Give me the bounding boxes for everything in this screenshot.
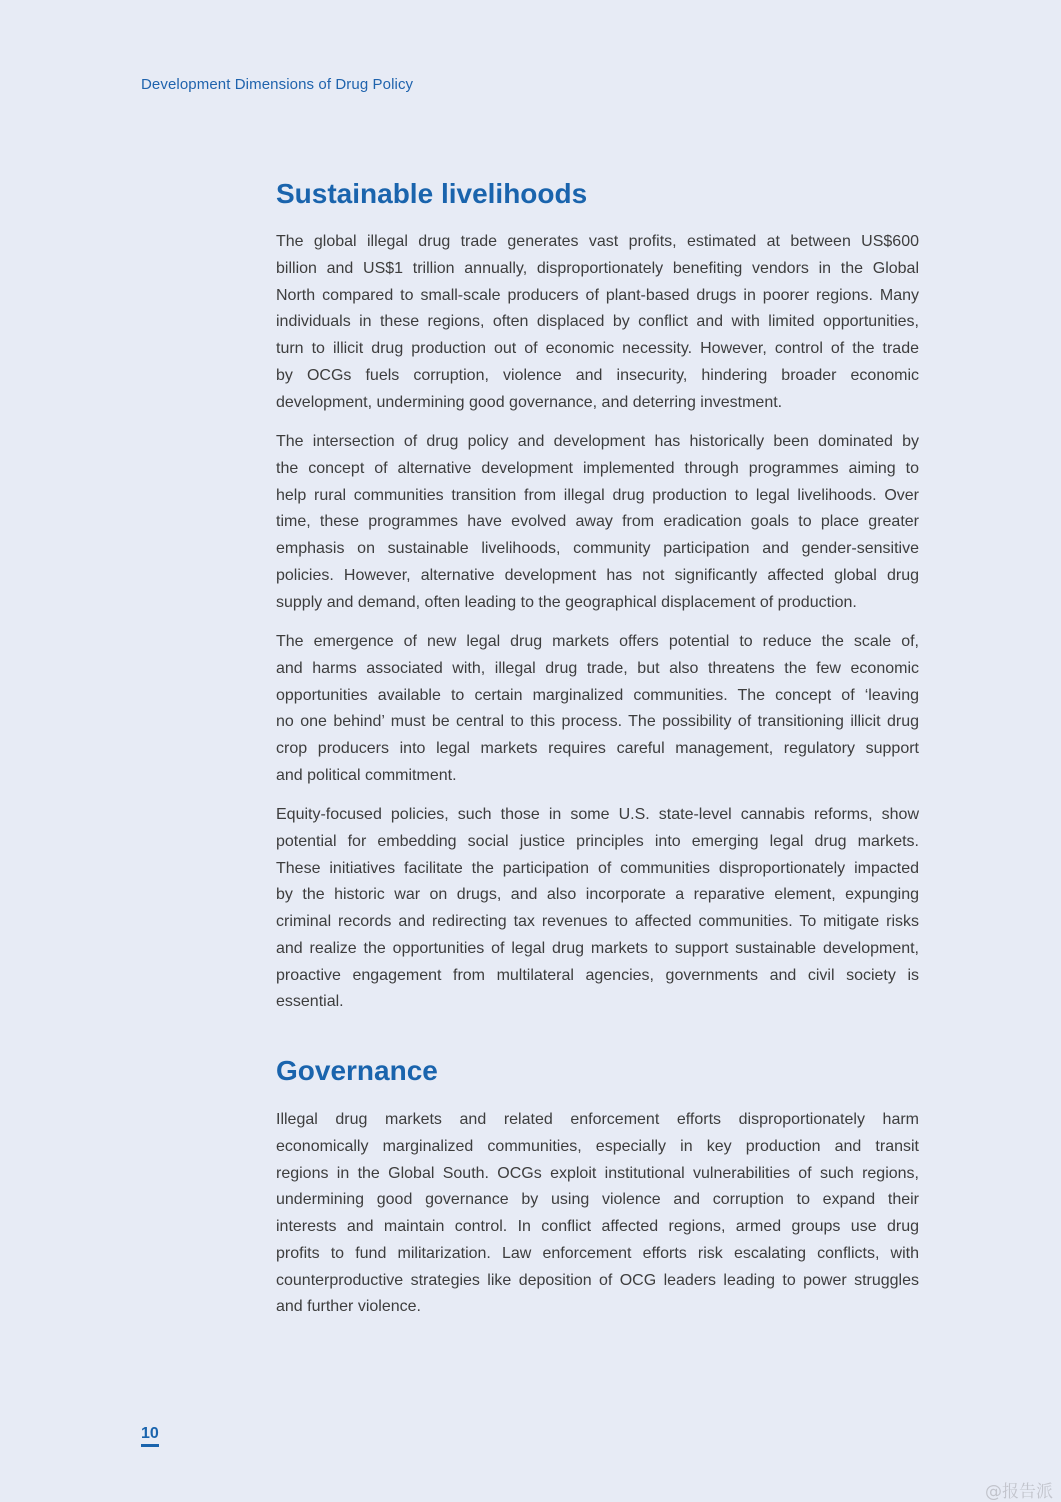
paragraph-line: and political commitment. <box>276 766 457 784</box>
page-number: 10 <box>141 1425 159 1447</box>
section-title-governance: Governance <box>276 1055 438 1086</box>
paragraph-line: crop producers into legal markets requires careful management, regulatory support <box>276 740 919 757</box>
paragraph-line: Illegal drug markets and related enforcement efforts disproportionately harm <box>276 1111 919 1128</box>
paragraph-line: economically marginalized communities, especially in key production and transit <box>276 1137 919 1155</box>
paragraph-line: opportunities available to certain marginalized communities. The concept of ‘leaving <box>276 686 919 704</box>
paragraph-line: counterproductive strategies like deposition of OCG leaders leading to power struggles <box>276 1271 919 1289</box>
paragraph-line: by OCGs fuels corruption, violence and insecurity, hindering broader economic <box>276 366 919 384</box>
paragraph-line: help rural communities transition from illegal drug production to legal livelihoods. Over <box>276 486 919 504</box>
paragraph-line: and harms associated with, illegal drug trade, but also threatens the few economic <box>276 659 919 677</box>
paragraph-line: proactive engagement from multilateral agencies, governments and civil society is <box>276 966 919 984</box>
paragraph-line: turn to illicit drug production out of economic necessity. However, control of the trade <box>276 340 919 357</box>
section-title-sustainable-livelihoods: Sustainable livelihoods <box>276 178 588 209</box>
paragraph-line: by the historic war on drugs, and also incorporate a reparative element, expunging <box>276 886 919 904</box>
paragraph-line: Equity-focused policies, such those in some U.S. state-level cannabis reforms, show <box>276 806 919 823</box>
paragraph-line: interests and maintain control. In conflict affected regions, armed groups use drug <box>276 1218 919 1235</box>
paragraph-line: time, these programmes have evolved away from eradication goals to place greater <box>276 513 919 531</box>
paragraph-line: regions in the Global South. OCGs exploit institutional vulnerabilities of such regions, <box>276 1164 919 1182</box>
paragraph-line: no one behind’ must be central to this process. The possibility of transitioning illicit drug <box>276 713 919 731</box>
paragraph-line: policies. However, alternative development has not significantly affected global drug <box>276 566 919 584</box>
running-head: Development Dimensions of Drug Policy <box>141 76 414 93</box>
watermark: @报告派 <box>985 1482 1053 1502</box>
paragraph-line: undermining good governance by using violence and corruption to expand their <box>276 1191 919 1209</box>
paragraph-line: and further violence. <box>276 1298 421 1316</box>
paragraph-line: development, undermining good governance, and deterring investment. <box>276 393 783 411</box>
paragraph-line: profits to fund militarization. Law enforcement efforts risk escalating conflicts, with <box>276 1244 919 1262</box>
paragraph-line: billion and US$1 trillion annually, disproportionately benefiting vendors in the Global <box>276 259 919 277</box>
paragraph-line: The global illegal drug trade generates vast profits, estimated at between US$600 <box>276 233 919 250</box>
paragraph-line: and realize the opportunities of legal drug markets to support sustainable development, <box>276 939 919 957</box>
paragraph-line: the concept of alternative development implemented through programmes aiming to <box>276 459 919 477</box>
paragraph-line: criminal records and redirecting tax revenues to affected communities. To mitigate risks <box>276 913 919 930</box>
paragraph-line: individuals in these regions, often displaced by conflict and with limited opportunities, <box>276 313 919 331</box>
paragraph-line: essential. <box>276 993 344 1011</box>
paragraph-line: emphasis on sustainable livelihoods, community participation and gender-sensitive <box>276 540 919 557</box>
paragraph-line: potential for embedding social justice principles into emerging legal drug markets. <box>276 832 919 850</box>
paragraph-line: supply and demand, often leading to the geographical displacement of production. <box>276 593 857 611</box>
paragraph-line: The emergence of new legal drug markets offers potential to reduce the scale of, <box>276 633 919 650</box>
paragraph-line: North compared to small-scale producers of plant-based drugs in poorer regions. Many <box>276 286 919 304</box>
paragraph-line: The intersection of drug policy and development has historically been dominated by <box>276 433 919 450</box>
paragraph-line: These initiatives facilitate the participation of communities disproportionately impacted <box>276 859 919 877</box>
